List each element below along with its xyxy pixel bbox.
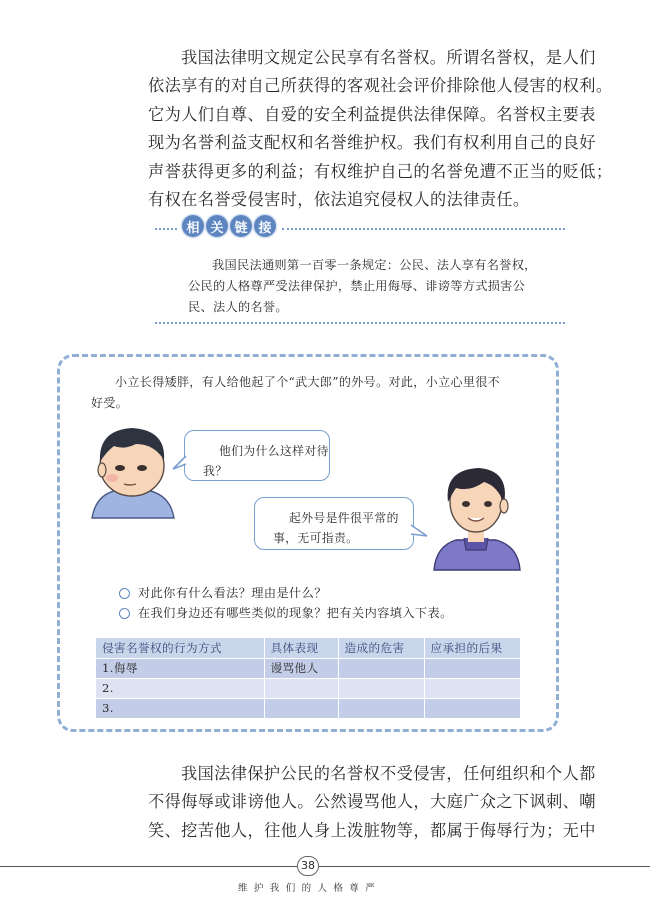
link-line: 我国民法通则第一百零一条规定：公民、法人享有名誉权， <box>212 258 537 272</box>
case-intro-line: 小立长得矮胖，有人给他起了个“武大郎”的外号。对此，小立心里很不 <box>115 375 501 389</box>
paragraph-line: 不得侮辱或诽谤他人。公然谩骂他人，大庭广众之下讽刺、嘲 <box>148 792 596 812</box>
related-link-text <box>188 255 548 318</box>
dotted-rule-bottom <box>155 322 565 324</box>
table-cell[interactable] <box>338 658 424 678</box>
badge-char: 相 <box>182 215 204 237</box>
badge-char: 关 <box>206 215 228 237</box>
girl-illustration <box>426 462 524 572</box>
paragraph-line: 有权在名誉受侵害时，依法追究侵权人的法律责任。 <box>148 190 530 210</box>
table-cell: 谩骂他人 <box>264 658 338 678</box>
question-text: 对此你有什么看法？理由是什么？ <box>138 586 327 600</box>
bubble-line: 起外号是件很平常的 <box>289 511 399 525</box>
table-row <box>96 698 520 718</box>
table-header: 造成的危害 <box>338 638 424 658</box>
speech-bubble-boy <box>184 430 330 481</box>
infringement-table <box>96 638 520 718</box>
bubble-tail <box>172 455 188 471</box>
table-row <box>96 678 520 698</box>
table-header: 具体表现 <box>264 638 338 658</box>
link-line: 民、法人的名誉。 <box>188 300 288 314</box>
table-cell[interactable] <box>338 678 424 698</box>
paragraph-line: 它为人们自尊、自爱的安全利益提供法律保障。名誉权主要表 <box>148 104 596 124</box>
paragraph-line: 我国法律明文规定公民享有名誉权。所谓名誉权，是人们 <box>181 48 596 67</box>
paragraph-line: 我国法律保护公民的名誉权不受侵害，任何组织和个人都 <box>181 764 596 783</box>
question-item <box>119 603 453 623</box>
dotted-rule-top <box>282 228 565 230</box>
bubble-line: 事，无可指责。 <box>273 531 359 545</box>
speech-bubble-girl <box>254 497 414 550</box>
table-cell[interactable] <box>424 678 520 698</box>
table-cell[interactable]: 3. <box>96 698 264 718</box>
footer-rule <box>0 866 650 867</box>
paragraph-line: 依法享有的对自己所获得的客观社会评价排除他人侵害的权利。 <box>148 76 613 96</box>
badge-char: 链 <box>230 215 252 237</box>
table-row <box>96 658 520 678</box>
related-link-badge <box>182 215 276 242</box>
paragraph-line: 声誉获得更多的利益；有权维护自己的名誉免遭不正当的贬低； <box>148 161 613 181</box>
table-header: 应承担的后果 <box>424 638 520 658</box>
page-number: 38 <box>297 856 319 876</box>
table-header: 侵害名誉权的行为方式 <box>96 638 264 658</box>
boy-illustration <box>84 422 180 522</box>
badge-char: 接 <box>254 215 276 237</box>
circle-bullet-icon <box>119 588 130 599</box>
dotted-rule-left <box>155 228 177 230</box>
discussion-questions <box>119 583 453 623</box>
bubble-line: 他们为什么这样对待 <box>219 444 329 458</box>
intro-paragraph <box>148 44 613 214</box>
table-cell[interactable] <box>264 698 338 718</box>
table-cell[interactable] <box>264 678 338 698</box>
case-intro-line: 好受。 <box>91 396 129 410</box>
table-cell[interactable] <box>424 658 520 678</box>
running-title: 维护我们的人格尊严 <box>238 883 382 894</box>
bubble-line: 我？ <box>203 464 228 478</box>
circle-bullet-icon <box>119 608 130 619</box>
question-text: 在我们身边还有哪些类似的现象？把有关内容填入下表。 <box>138 606 453 620</box>
case-intro <box>91 372 541 414</box>
link-line: 公民的人格尊严受法律保护，禁止用侮辱、诽谤等方式损害公 <box>188 279 526 293</box>
table-cell[interactable] <box>338 698 424 718</box>
paragraph-line: 笑、挖苦他人，往他人身上泼脏物等，都属于侮辱行为；无中 <box>148 820 596 840</box>
table-cell: 1.侮辱 <box>96 658 264 678</box>
table-header-row <box>96 638 520 658</box>
paragraph-line: 现为名誉利益支配权和名誉维护权。我们有权利用自己的良好 <box>148 133 596 153</box>
table-cell[interactable]: 2. <box>96 678 264 698</box>
closing-paragraph <box>148 760 596 845</box>
question-item <box>119 583 453 603</box>
table-cell[interactable] <box>424 698 520 718</box>
